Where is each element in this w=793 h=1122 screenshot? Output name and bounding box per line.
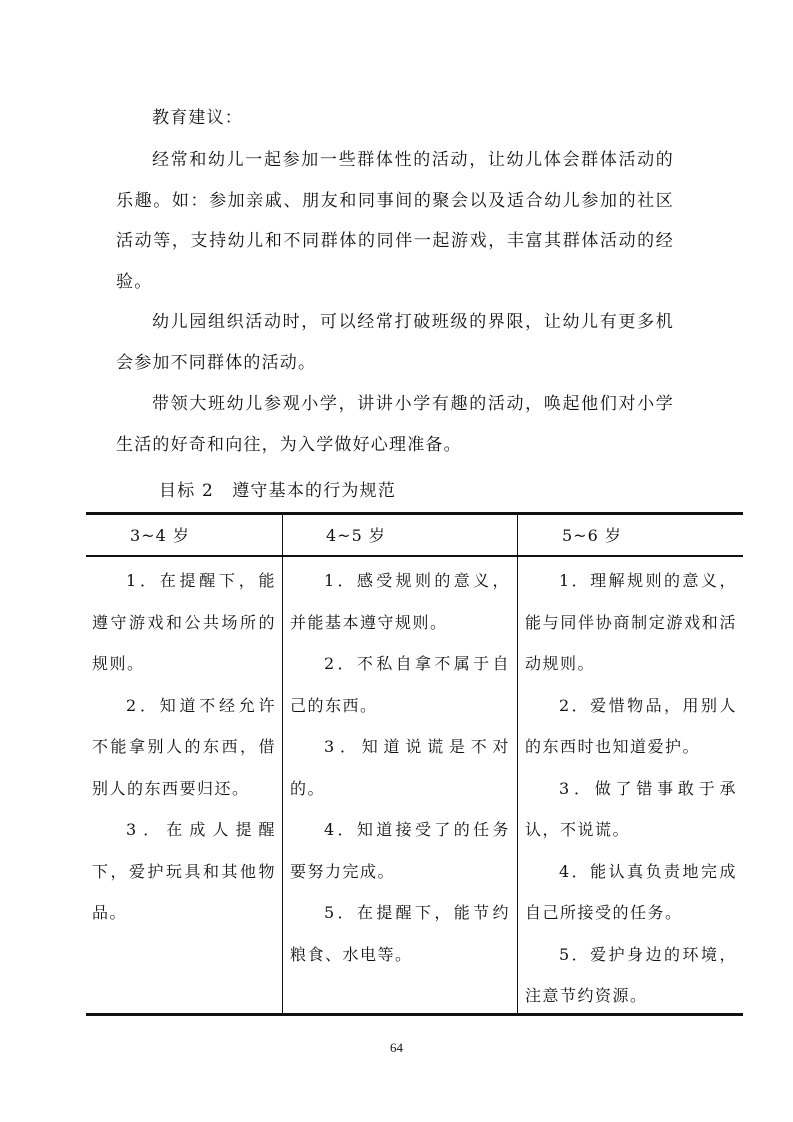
column-header-age-3-4: 3~4 岁 bbox=[130, 526, 190, 545]
list-item: 3．知道说谎是不对的。 bbox=[290, 737, 510, 798]
section-heading: 教育建议： bbox=[152, 108, 243, 128]
column-divider bbox=[282, 513, 283, 1015]
paragraph: 幼儿园组织活动时，可以经常打破班级的界限，让幼儿有更多机会参加不同群体的活动。 bbox=[116, 312, 674, 373]
list-item: 5．在提醒下，能节约粮食、水电等。 bbox=[290, 903, 510, 964]
list-item: 3．在成人提醒下，爱护玩具和其他物品。 bbox=[92, 820, 276, 922]
list-item: 4．能认真负责地完成自己所接受的任务。 bbox=[525, 861, 737, 922]
column-divider bbox=[517, 513, 518, 1015]
table-cell-age-5-6 bbox=[525, 560, 737, 1017]
list-item: 2．知道不经允许不能拿别人的东西，借别人的东西要归还。 bbox=[92, 695, 276, 798]
list-item: 1．在提醒下，能遵守游戏和公共场所的规则。 bbox=[92, 571, 276, 673]
list-item: 5．爱护身边的环境，注意节约资源。 bbox=[525, 944, 737, 1005]
table-cell-age-4-5 bbox=[290, 560, 510, 975]
page-number: 64 bbox=[390, 1040, 403, 1055]
goal-title: 目标 2 遵守基本的行为规范 bbox=[159, 481, 397, 501]
list-item: 1．理解规则的意义，能与同伴协商制定游戏和活动规则。 bbox=[525, 571, 737, 673]
table-top-rule bbox=[86, 512, 743, 515]
column-header-age-5-6: 5~6 岁 bbox=[562, 526, 622, 545]
paragraph: 经常和幼儿一起参加一些群体性的活动，让幼儿体会群体活动的乐趣。如：参加亲戚、朋友和同事间的聚会以及适合幼儿参加的社区活动等，支持幼儿和不同群体的同伴一起游戏，丰富其群体活动的经验。 bbox=[116, 150, 674, 293]
list-item: 2．爱惜物品，用别人的东西时也知道爱护。 bbox=[525, 695, 737, 756]
list-item: 4．知道接受了的任务要努力完成。 bbox=[290, 820, 510, 881]
column-header-age-4-5: 4~5 岁 bbox=[326, 526, 386, 545]
list-item: 1．感受规则的意义，并能基本遵守规则。 bbox=[290, 571, 510, 632]
paragraph: 带领大班幼儿参观小学，讲讲小学有趣的活动，唤起他们对小学生活的好奇和向往，为入学做好心理准备。 bbox=[116, 394, 674, 455]
list-item: 2．不私自拿不属于自己的东西。 bbox=[290, 654, 510, 715]
table-cell-age-3-4 bbox=[92, 560, 276, 934]
list-item: 3．做了错事敢于承认，不说谎。 bbox=[525, 778, 737, 839]
table-header-rule bbox=[86, 555, 743, 557]
